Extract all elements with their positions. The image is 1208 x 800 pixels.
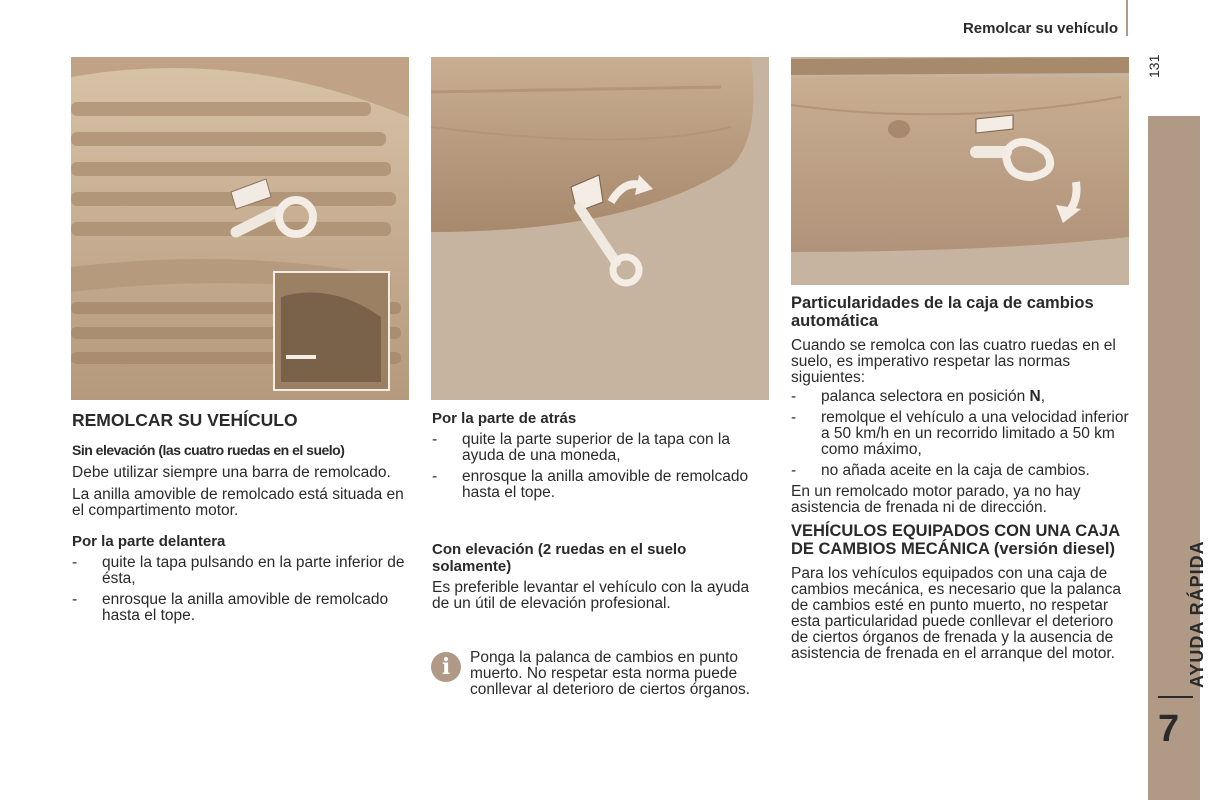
chapter-tab-label: AYUDA RÁPIDA	[1187, 540, 1207, 688]
section-title-towing: REMOLCAR SU VEHÍCULO	[72, 410, 298, 430]
paragraph-auto-intro: Cuando se remolca con las cuatro ruedas en el suelo, es imperativo respetar las normas siguientes:	[791, 337, 1116, 386]
paragraph-manual-gearbox: Para los vehículos equipados con una caja de cambios mecánica, es necesario que la palanca de cambios esté en punto muerto, no respetar esta particularidad puede conllevar el deterioro de ciertos órganos de frenada y la ausencia de asistencia de frenada en el arranque del motor.	[791, 565, 1121, 662]
automatic-gearbox-illustration	[791, 57, 1129, 285]
list-item: - quite la tapa pulsando en la parte inferior de ésta,	[72, 555, 410, 587]
left-column	[72, 410, 410, 632]
front-steps-list	[72, 555, 410, 624]
chapter-tab-divider	[1158, 696, 1193, 698]
tow-ring-rear-icon	[431, 57, 769, 400]
auto-rules-list	[791, 389, 1131, 479]
list-item: - enrosque la anilla amovible de remolcado hasta el tope.	[72, 592, 410, 624]
tow-ring-detail-icon	[791, 57, 1129, 285]
subheading-rear: Por la parte de atrás	[432, 410, 577, 427]
chapter-number: 7	[1158, 708, 1180, 750]
section-title-manual-gearbox: VEHÍCULOS EQUIPADOS CON UNA CAJA DE CAMBIOS MECÁNICA (versión diesel)	[791, 522, 1120, 558]
list-item: - palanca selectora en posición N,	[791, 389, 1131, 405]
right-column	[791, 294, 1131, 668]
lift-section	[432, 541, 767, 618]
subheading-front: Por la parte delantera	[72, 533, 226, 550]
subheading-automatic-gearbox: Particularidades de la caja de cambios automática	[791, 294, 1094, 330]
paragraph-ring-location: La anilla amovible de remolcado está situada en el compartimento motor.	[72, 486, 404, 519]
paragraph-tow-bar: Debe utilizar siempre una barra de remolcado.	[72, 464, 391, 481]
list-item: - enrosque la anilla amovible de remolcado hasta el tope.	[432, 469, 767, 501]
paragraph-lift: Es preferible levantar el vehículo con la ayuda de un útil de elevación profesional.	[432, 579, 750, 612]
info-icon: i	[431, 652, 461, 682]
info-note-text: Ponga la palanca de cambios en punto muerto. No respetar esta norma puede conllevar al deterioro de ciertos órganos.	[470, 649, 751, 698]
subheading-with-lift: Con elevación (2 ruedas en el suelo solamente)	[432, 541, 687, 575]
paragraph-engine-off-note: En un remolcado motor parado, ya no hay asistencia de frenada ni de dirección.	[791, 483, 1081, 516]
tow-ring-front-icon	[71, 57, 409, 400]
list-item: - remolque el vehículo a una velocidad inferior a 50 km/h en un recorrido limitado a 50 km como máximo,	[791, 410, 1131, 458]
rear-steps-list	[432, 432, 767, 501]
list-item: - quite la parte superior de la tapa con la ayuda de una moneda,	[432, 432, 767, 464]
page-number: 131	[1146, 54, 1162, 78]
subheading-no-lift: Sin elevación (las cuatro ruedas en el suelo)	[72, 442, 345, 458]
neutral-position-letter: N	[1029, 388, 1041, 405]
info-note	[431, 650, 751, 698]
header-divider	[1126, 0, 1128, 36]
list-item: - no añada aceite en la caja de cambios.	[791, 463, 1131, 479]
middle-column	[432, 410, 767, 509]
page-header-title: Remolcar su vehículo	[962, 20, 1118, 37]
rear-towing-illustration	[431, 57, 769, 400]
front-towing-illustration	[71, 57, 409, 400]
